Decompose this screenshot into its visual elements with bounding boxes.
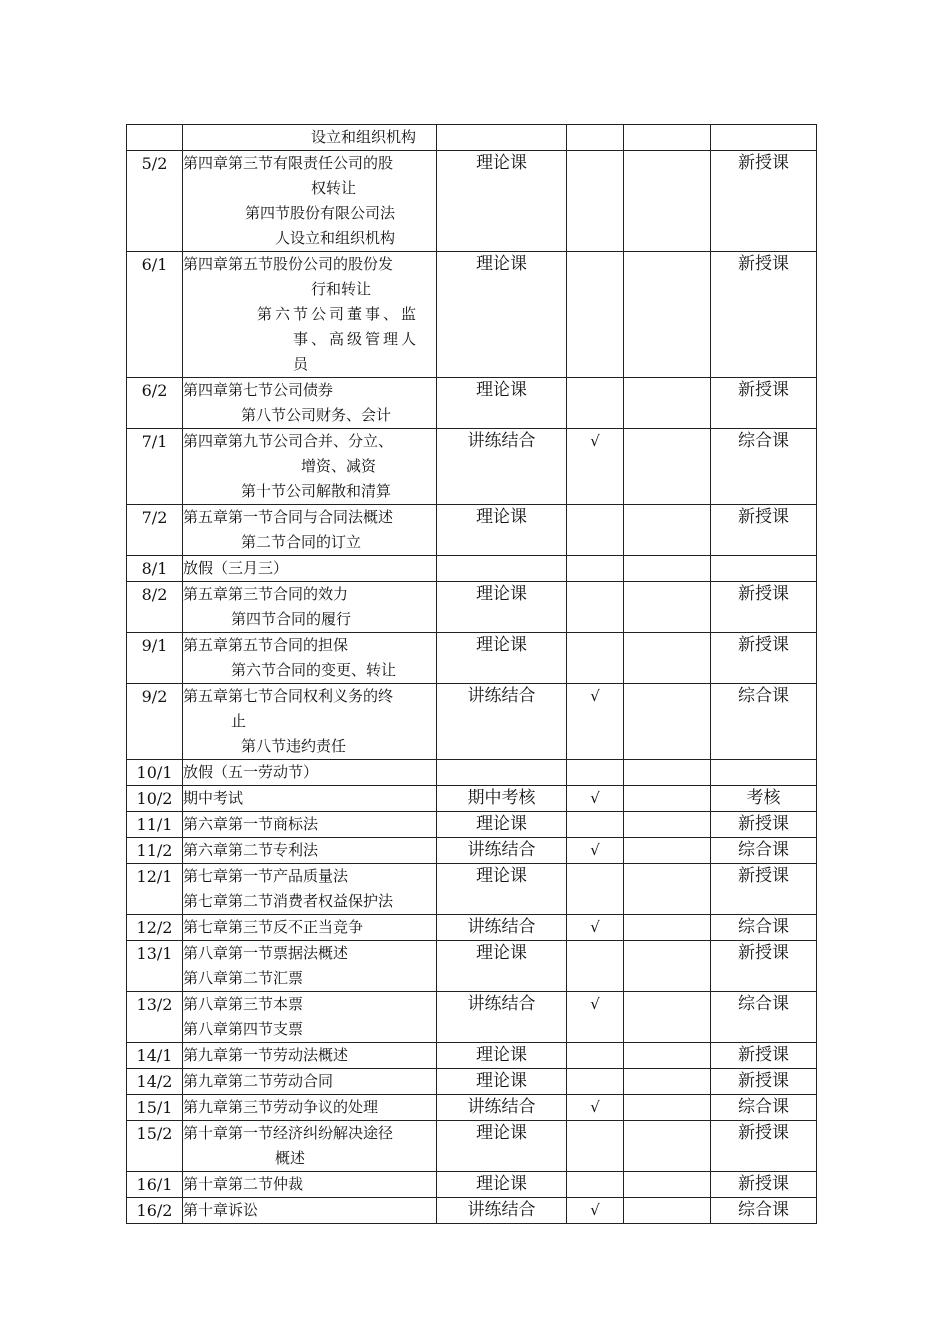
blank-cell	[624, 838, 711, 864]
table-row	[127, 760, 817, 786]
table-row	[127, 1121, 817, 1172]
table-row	[127, 505, 817, 556]
table-row	[127, 1043, 817, 1069]
table-row	[127, 1069, 817, 1095]
week-cell: 10/1	[127, 760, 183, 786]
blank-cell	[624, 505, 711, 556]
blank-cell	[624, 1198, 711, 1224]
table-row	[127, 915, 817, 941]
lesson-form-cell: 综合课	[711, 838, 817, 864]
content-cell	[183, 1198, 437, 1224]
content-cell	[183, 378, 437, 429]
table-row	[127, 429, 817, 505]
check-cell	[567, 125, 624, 151]
check-cell: √	[567, 915, 624, 941]
check-cell	[567, 812, 624, 838]
content-cell	[183, 864, 437, 915]
check-cell	[567, 1121, 624, 1172]
content-line: 放假（五一劳动节）	[183, 763, 319, 781]
content-cell	[183, 1043, 437, 1069]
content-line: 期中考试	[183, 789, 244, 807]
lesson-form-cell: 考核	[711, 786, 817, 812]
table-row	[127, 941, 817, 992]
table-row	[127, 556, 817, 582]
table-row	[127, 252, 817, 378]
table-row	[127, 684, 817, 760]
content-cell	[183, 429, 437, 505]
content-cell	[183, 633, 437, 684]
lesson-form-cell: 综合课	[711, 1095, 817, 1121]
table-row	[127, 633, 817, 684]
content-line: 行和转让	[311, 280, 372, 298]
content-cell	[183, 252, 437, 378]
lesson-type-cell: 讲练结合	[437, 1198, 567, 1224]
check-cell: √	[567, 992, 624, 1043]
content-line: 第八章第三节本票	[183, 995, 304, 1013]
lesson-type-cell	[437, 125, 567, 151]
blank-cell	[624, 1069, 711, 1095]
blank-cell	[624, 378, 711, 429]
content-cell	[183, 760, 437, 786]
blank-cell	[624, 633, 711, 684]
lesson-type-cell: 讲练结合	[437, 684, 567, 760]
content-line: 第八节公司财务、会计	[241, 406, 392, 424]
lesson-form-cell: 新授课	[711, 1069, 817, 1095]
content-cell	[183, 1095, 437, 1121]
content-line: 人设立和组织机构	[275, 229, 396, 247]
week-cell: 6/1	[127, 252, 183, 378]
blank-cell	[624, 1043, 711, 1069]
content-line: 员	[293, 355, 309, 373]
blank-cell	[624, 915, 711, 941]
teaching-schedule-table	[126, 124, 817, 1224]
week-cell: 16/2	[127, 1198, 183, 1224]
content-cell	[183, 505, 437, 556]
lesson-type-cell: 理论课	[437, 1172, 567, 1198]
content-cell	[183, 812, 437, 838]
lesson-type-cell: 理论课	[437, 633, 567, 684]
lesson-form-cell: 新授课	[711, 633, 817, 684]
table-row	[127, 812, 817, 838]
lesson-type-cell: 讲练结合	[437, 429, 567, 505]
lesson-form-cell: 新授课	[711, 582, 817, 633]
content-line: 第八章第四节支票	[183, 1020, 304, 1038]
lesson-type-cell: 理论课	[437, 378, 567, 429]
blank-cell	[624, 1172, 711, 1198]
blank-cell	[624, 760, 711, 786]
content-cell	[183, 941, 437, 992]
blank-cell	[624, 1121, 711, 1172]
content-line: 止	[231, 712, 247, 730]
check-cell	[567, 941, 624, 992]
blank-cell	[624, 582, 711, 633]
blank-cell	[624, 992, 711, 1043]
content-line: 第八章第二节汇票	[183, 969, 304, 987]
check-cell	[567, 582, 624, 633]
content-line: 第四章第五节股份公司的股份发	[183, 255, 394, 273]
week-cell: 15/1	[127, 1095, 183, 1121]
week-cell: 12/1	[127, 864, 183, 915]
content-line: 第四节股份有限公司法	[245, 204, 396, 222]
lesson-form-cell: 新授课	[711, 1043, 817, 1069]
lesson-type-cell: 理论课	[437, 252, 567, 378]
check-cell	[567, 151, 624, 252]
lesson-form-cell: 新授课	[711, 812, 817, 838]
check-cell	[567, 760, 624, 786]
check-cell: √	[567, 786, 624, 812]
check-cell	[567, 505, 624, 556]
content-line: 第六节合同的变更、转让	[231, 661, 397, 679]
content-cell	[183, 786, 437, 812]
lesson-type-cell: 理论课	[437, 812, 567, 838]
blank-cell	[624, 556, 711, 582]
lesson-form-cell: 新授课	[711, 151, 817, 252]
content-line: 第七章第二节消费者权益保护法	[183, 892, 394, 910]
content-line: 第七章第一节产品质量法	[183, 867, 349, 885]
check-cell	[567, 1043, 624, 1069]
week-cell: 11/2	[127, 838, 183, 864]
lesson-type-cell: 期中考核	[437, 786, 567, 812]
week-cell: 14/2	[127, 1069, 183, 1095]
week-cell: 6/2	[127, 378, 183, 429]
check-cell	[567, 556, 624, 582]
lesson-type-cell: 理论课	[437, 151, 567, 252]
content-line: 第四章第七节公司债券	[183, 381, 334, 399]
lesson-form-cell: 综合课	[711, 1198, 817, 1224]
week-cell	[127, 125, 183, 151]
week-cell: 7/1	[127, 429, 183, 505]
lesson-form-cell: 综合课	[711, 992, 817, 1043]
lesson-type-cell: 讲练结合	[437, 838, 567, 864]
content-line: 第十章第一节经济纠纷解决途径	[183, 1124, 394, 1142]
content-line: 事、高级管理人	[293, 330, 420, 348]
week-cell: 8/1	[127, 556, 183, 582]
content-line: 第十节公司解散和清算	[241, 482, 392, 500]
week-cell: 13/2	[127, 992, 183, 1043]
blank-cell	[624, 864, 711, 915]
week-cell: 12/2	[127, 915, 183, 941]
content-line: 第四章第九节公司合并、分立、	[183, 432, 394, 450]
lesson-form-cell: 综合课	[711, 429, 817, 505]
table-row	[127, 838, 817, 864]
content-line: 设立和组织机构	[311, 128, 417, 146]
week-cell: 11/1	[127, 812, 183, 838]
blank-cell	[624, 684, 711, 760]
lesson-form-cell: 新授课	[711, 378, 817, 429]
week-cell: 7/2	[127, 505, 183, 556]
lesson-form-cell: 新授课	[711, 1121, 817, 1172]
blank-cell	[624, 941, 711, 992]
content-line: 第八节违约责任	[241, 737, 347, 755]
lesson-type-cell: 理论课	[437, 1043, 567, 1069]
lesson-type-cell: 理论课	[437, 864, 567, 915]
check-cell	[567, 1069, 624, 1095]
lesson-type-cell: 讲练结合	[437, 1095, 567, 1121]
content-line: 第十章诉讼	[183, 1201, 259, 1219]
week-cell: 15/2	[127, 1121, 183, 1172]
table-row	[127, 1172, 817, 1198]
blank-cell	[624, 812, 711, 838]
blank-cell	[624, 786, 711, 812]
week-cell: 9/2	[127, 684, 183, 760]
week-cell: 8/2	[127, 582, 183, 633]
blank-cell	[624, 252, 711, 378]
lesson-form-cell: 新授课	[711, 505, 817, 556]
blank-cell	[624, 125, 711, 151]
content-cell	[183, 838, 437, 864]
table-row	[127, 1095, 817, 1121]
check-cell	[567, 864, 624, 915]
content-line: 第七章第三节反不正当竞争	[183, 918, 364, 936]
lesson-form-cell: 新授课	[711, 864, 817, 915]
check-cell: √	[567, 1198, 624, 1224]
lesson-type-cell: 理论课	[437, 941, 567, 992]
content-cell	[183, 556, 437, 582]
check-cell: √	[567, 429, 624, 505]
blank-cell	[624, 151, 711, 252]
content-line: 第五章第三节合同的效力	[183, 585, 349, 603]
check-cell: √	[567, 838, 624, 864]
content-cell	[183, 1069, 437, 1095]
week-cell: 9/1	[127, 633, 183, 684]
content-cell	[183, 992, 437, 1043]
lesson-form-cell	[711, 760, 817, 786]
content-cell	[183, 151, 437, 252]
lesson-type-cell	[437, 760, 567, 786]
content-line: 权转让	[311, 179, 357, 197]
week-cell: 13/1	[127, 941, 183, 992]
lesson-type-cell: 理论课	[437, 505, 567, 556]
content-line: 第九章第二节劳动合同	[183, 1072, 334, 1090]
lesson-form-cell	[711, 125, 817, 151]
lesson-type-cell: 理论课	[437, 1069, 567, 1095]
content-cell	[183, 125, 437, 151]
lesson-type-cell: 讲练结合	[437, 915, 567, 941]
table-row	[127, 1198, 817, 1224]
content-cell	[183, 684, 437, 760]
lesson-form-cell: 新授课	[711, 941, 817, 992]
content-cell	[183, 1172, 437, 1198]
check-cell	[567, 252, 624, 378]
content-line: 增资、减资	[301, 457, 377, 475]
table-row	[127, 864, 817, 915]
table-row	[127, 992, 817, 1043]
content-line: 第六节公司董事、监	[257, 305, 420, 323]
blank-cell	[624, 429, 711, 505]
content-cell	[183, 1121, 437, 1172]
content-line: 第六章第一节商标法	[183, 815, 319, 833]
content-line: 第八章第一节票据法概述	[183, 944, 349, 962]
week-cell: 10/2	[127, 786, 183, 812]
lesson-form-cell: 综合课	[711, 915, 817, 941]
lesson-form-cell: 综合课	[711, 684, 817, 760]
table-row	[127, 378, 817, 429]
lesson-type-cell: 讲练结合	[437, 992, 567, 1043]
content-cell	[183, 582, 437, 633]
table-row	[127, 125, 817, 151]
content-line: 放假（三月三）	[183, 559, 289, 577]
content-line: 概述	[275, 1149, 306, 1167]
week-cell: 5/2	[127, 151, 183, 252]
lesson-type-cell	[437, 556, 567, 582]
content-line: 第五章第五节合同的担保	[183, 636, 349, 654]
check-cell	[567, 633, 624, 684]
week-cell: 16/1	[127, 1172, 183, 1198]
content-line: 第十章第二节仲裁	[183, 1175, 304, 1193]
check-cell: √	[567, 684, 624, 760]
blank-cell	[624, 1095, 711, 1121]
content-line: 第五章第一节合同与合同法概述	[183, 508, 394, 526]
table-row	[127, 786, 817, 812]
check-cell: √	[567, 1095, 624, 1121]
table-row	[127, 582, 817, 633]
content-line: 第五章第七节合同权利义务的终	[183, 687, 394, 705]
lesson-form-cell	[711, 556, 817, 582]
table-row	[127, 151, 817, 252]
lesson-type-cell: 理论课	[437, 582, 567, 633]
content-line: 第六章第二节专利法	[183, 841, 319, 859]
content-line: 第二节合同的订立	[241, 533, 362, 551]
lesson-form-cell: 新授课	[711, 1172, 817, 1198]
lesson-form-cell: 新授课	[711, 252, 817, 378]
content-line: 第九章第一节劳动法概述	[183, 1046, 349, 1064]
content-line: 第四节合同的履行	[231, 610, 352, 628]
lesson-type-cell: 理论课	[437, 1121, 567, 1172]
content-line: 第四章第三节有限责任公司的股	[183, 154, 394, 172]
content-cell	[183, 915, 437, 941]
week-cell: 14/1	[127, 1043, 183, 1069]
check-cell	[567, 1172, 624, 1198]
check-cell	[567, 378, 624, 429]
content-line: 第九章第三节劳动争议的处理	[183, 1098, 379, 1116]
